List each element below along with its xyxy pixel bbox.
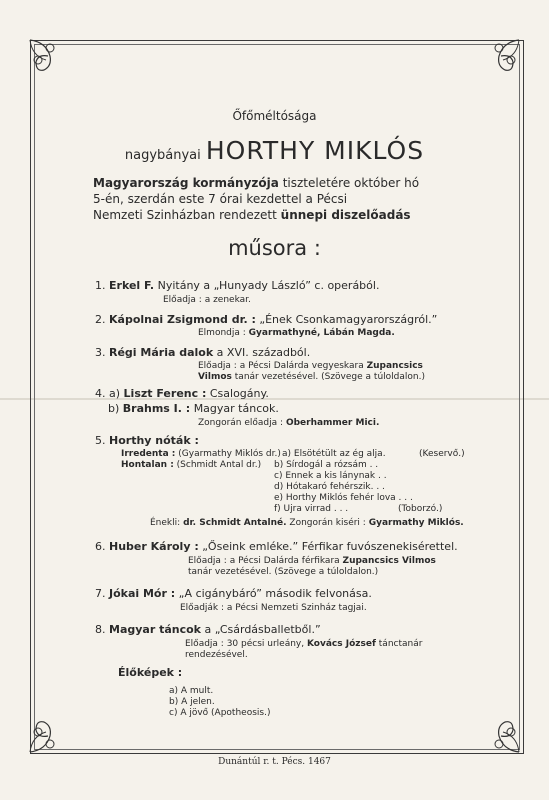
item-title: „A cigánybáró” második felvonása. — [178, 587, 372, 600]
header-line-5-rest: Nemzeti Szinházban rendezett — [93, 208, 277, 222]
note-rest: tánctanár — [378, 639, 423, 649]
item-author: Liszt Ferenc : — [123, 387, 207, 400]
item-author: Régi Mária dalok — [109, 346, 214, 359]
item-title: Csalogány. — [209, 387, 269, 400]
program-item-2 — [95, 313, 437, 326]
item-2-note — [198, 328, 395, 338]
note-prefix: Elmondja : — [198, 328, 246, 338]
item-title: Magyar táncok. — [193, 402, 279, 415]
item-1-note: Előadja : a zenekar. — [163, 295, 251, 305]
name-prefix: nagybányai — [124, 148, 201, 163]
program-item-7 — [95, 587, 372, 600]
item-3-note-1 — [198, 361, 423, 371]
item-5-note — [150, 518, 464, 528]
item-7-note: Előadják : a Pécsi Nemzeti Szinház tagjai. — [180, 603, 367, 613]
item-author: Magyar táncok — [109, 623, 201, 636]
corner-ornament-icon — [471, 36, 523, 88]
tableau-a: a) A mult. — [169, 686, 214, 696]
conductor: Vilmos — [198, 372, 232, 382]
conductor: Zupancsics — [366, 361, 423, 371]
song-a: a) Elsötétült az ég alja. — [282, 449, 386, 459]
item-4-note — [198, 418, 379, 428]
item-number: 6. — [95, 540, 106, 553]
item-author: Huber Károly : — [109, 540, 199, 553]
performer: Gyarmathyné, Lábán Magda. — [248, 328, 395, 338]
item-6-note-2: tanár vezetésével. (Szövege a túloldalon.) — [188, 567, 379, 577]
program-item-8 — [95, 623, 321, 636]
note-prefix: Előadja : 30 pécsi urleány, — [185, 639, 305, 649]
song-e: e) Horthy Miklós fehér lova . . . — [274, 493, 413, 503]
item-8-note-2: rendezésével. — [185, 650, 248, 660]
song-group-label: Irredenta : — [121, 449, 176, 459]
accompanist: Gyarmathy Miklós. — [368, 518, 464, 528]
sub-label: b) — [108, 402, 120, 415]
note-mid: Zongorán kiséri : — [289, 518, 366, 528]
item-title: a „Csárdásballetből.” — [204, 623, 321, 636]
item-author: Horthy nóták : — [109, 434, 199, 447]
song-b: b) Sírdogál a rózsám . . — [274, 460, 379, 470]
program-item-4a — [95, 387, 269, 400]
song-group-label: Hontalan : — [121, 460, 174, 470]
note-prefix: Énekli: — [150, 518, 181, 528]
program-item-6 — [95, 540, 458, 553]
program-item-1 — [95, 279, 379, 292]
honorific-line: Őfőméltósága — [232, 109, 317, 123]
header-line-3 — [93, 176, 419, 190]
item-title: a XVI. századból. — [216, 346, 311, 359]
item-number: 4. — [95, 387, 106, 400]
tableau-b: b) A jelen. — [169, 697, 215, 707]
item-number: 2. — [95, 313, 106, 326]
kesergo-label: (Keservő.) — [419, 449, 465, 459]
program-item-3 — [95, 346, 310, 359]
irredenta-line — [121, 449, 281, 459]
item-8-note-1 — [185, 639, 422, 649]
item-number: 8. — [95, 623, 106, 636]
note-prefix: Előadja : a Pécsi Dalárda férfikara — [188, 556, 340, 566]
sub-label: a) — [109, 387, 121, 400]
item-number: 5. — [95, 434, 106, 447]
item-author: Jókai Mór : — [109, 587, 176, 600]
performer: Oberhammer Mici. — [285, 418, 380, 428]
horthy-name: HORTHY MIKLÓS — [205, 136, 425, 165]
program-item-5 — [95, 434, 199, 447]
item-number: 3. — [95, 346, 106, 359]
name-line — [0, 136, 549, 165]
item-title: Nyitány a „Hunyady László” c. operából. — [157, 279, 380, 292]
tableaux-title: Élőképek : — [118, 666, 183, 679]
printer-imprint: Dunántúl r. t. Pécs. 1467 — [218, 757, 331, 767]
song-f: f) Ujra virrad . . . — [274, 504, 349, 514]
toborzo-label: (Toborzó.) — [398, 504, 443, 514]
item-author: Brahms I. : — [122, 402, 191, 415]
program-title: műsora : — [228, 236, 321, 260]
gala-performance: ünnepi diszelőadás — [280, 208, 411, 222]
hontalan-line — [121, 460, 261, 470]
composer: (Gyarmathy Miklós dr.) — [178, 449, 281, 459]
choreographer: Kovács József — [306, 639, 376, 649]
item-author: Kápolnai Zsigmond dr. : — [109, 313, 256, 326]
item-author: Erkel F. — [109, 279, 155, 292]
corner-ornament-icon — [471, 704, 523, 756]
regent-title: Magyarország kormányzója — [93, 176, 279, 190]
header-line-3-rest: tiszteletére október hó — [282, 176, 420, 190]
note-prefix: Előadja : a Pécsi Dalárda vegyeskara — [198, 361, 364, 371]
item-6-note-1 — [188, 556, 436, 566]
item-number: 1. — [95, 279, 106, 292]
item-number: 7. — [95, 587, 106, 600]
note-prefix: Zongorán előadja : — [198, 418, 284, 428]
note-rest: tanár vezetésével. (Szövege a túloldalon.) — [234, 372, 425, 382]
item-title: „Ének Csonkamagyarországról.” — [259, 313, 438, 326]
header-line-4: 5-én, szerdán este 7 órai kezdettel a Pécsi — [93, 192, 348, 206]
item-title: „Őseink emléke.” Férfikar fuvószenekisérettel. — [202, 540, 458, 553]
header-line-5 — [93, 208, 411, 222]
corner-ornament-icon — [26, 36, 78, 88]
item-3-note-2 — [198, 372, 425, 382]
conductor: Zupancsics Vilmos — [342, 556, 436, 566]
tableau-c: c) A jövő (Apotheosis.) — [169, 708, 271, 718]
corner-ornament-icon — [26, 704, 78, 756]
performer: dr. Schmidt Antalné. — [183, 518, 287, 528]
song-c: c) Ennek a kis lánynak . . — [274, 471, 387, 481]
program-item-4b — [108, 402, 279, 415]
composer: (Schmidt Antal dr.) — [176, 460, 262, 470]
song-d: d) Hótakaró fehérszik. . . — [274, 482, 385, 492]
